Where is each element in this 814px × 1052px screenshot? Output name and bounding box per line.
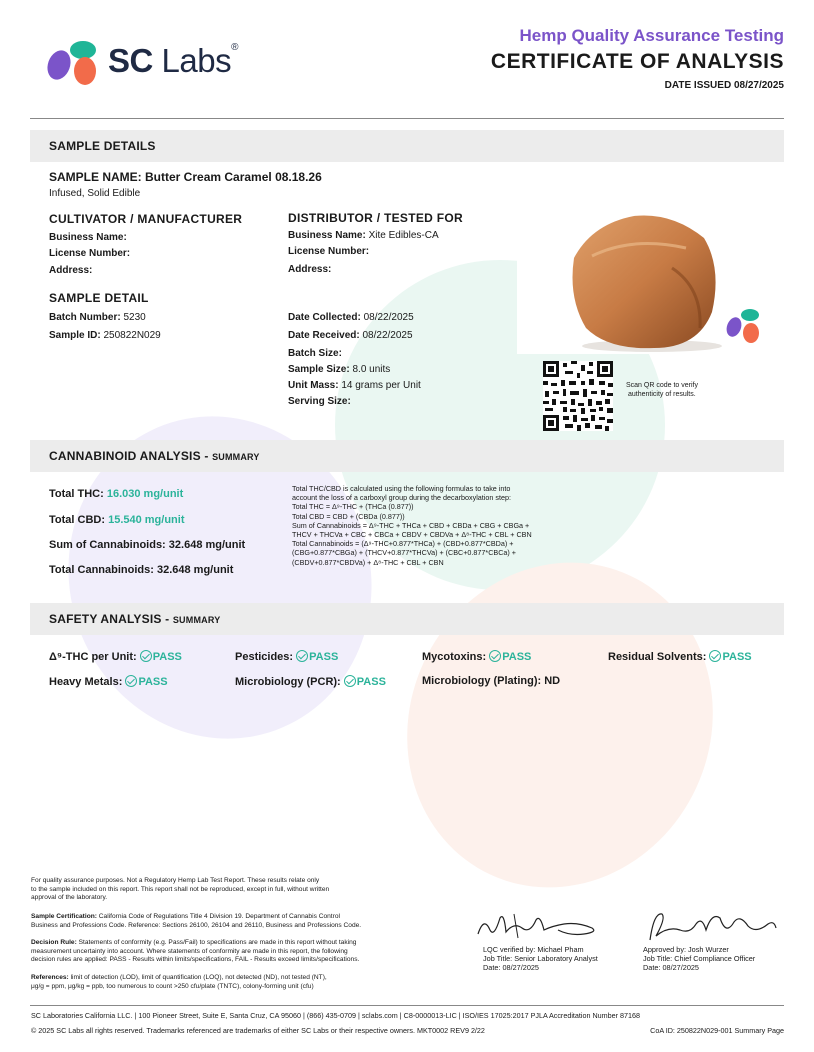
pass-badge: PASS (344, 676, 386, 688)
sc-labs-mini-logo-icon (724, 305, 764, 347)
sample-name: SAMPLE NAME: Butter Cream Caramel 08.18.26 (49, 170, 322, 184)
cultivator-heading: CULTIVATOR / MANUFACTURER (49, 212, 243, 226)
distributor-heading: DISTRIBUTOR / TESTED FOR (288, 211, 463, 225)
sum-of-cannabinoids: Sum of Cannabinoids: 32.648 mg/unit (49, 539, 246, 551)
decision-rule-note: Decision Rule: Statements of conformity (e.g. Pass/Fail) to specifications are made in this report without taking measurement uncertainty into account. Where statements of conformity are made in this report, the following decision rules are applied: PASS - Results within limits/specifications, FAIL - Results exceed limits/specifications. (31, 939, 360, 964)
footer-copyright: © 2025 SC Labs all rights reserved. Trademarks referenced are trademarks of either SC Labs or their respective owners. MKT0002 REV9 2/22 (31, 1026, 485, 1035)
safety-microbiology-pcr: Microbiology (PCR): PASS (235, 676, 386, 688)
check-circle-icon (296, 650, 308, 662)
cultivator-license-number: License Number: (49, 248, 131, 259)
pass-badge: PASS (709, 651, 751, 663)
certificate-title: CERTIFICATE OF ANALYSIS (490, 50, 784, 73)
signature-block-right: Approved by: Josh Wurzer Job Title: Chief Compliance Officer Date: 08/27/2025 (643, 945, 756, 972)
pass-badge: PASS (140, 651, 182, 663)
pass-badge: PASS (125, 676, 167, 688)
safety-d9-thc: Δ⁹-THC per Unit: PASS (49, 651, 182, 663)
cultivator-address: Address: (49, 265, 93, 276)
batch-number: Batch Number: 5230 (49, 312, 146, 323)
sample-size: Sample Size: 8.0 units (288, 364, 391, 375)
calculation-formula-note: Total THC/CBD is calculated using the following formulas to take into account the loss of a carboxyl group during the decarboxylation step: Total THC = Δ⁹-THC + (THCa (0.877)) Total CBD = CBD + (CBDa (0.877)) Sum of Cannabinoids = Δ⁹-THC + THCa + CBD + CBDa + CBG + CBGa + THCV + THCVa + CBC + CBCa + CBDV + CBDVa + Δ⁸-THC + CBL + CBN Total Cannabinoids = (Δ⁹-THC+0.877*THCa) + (CBD+0.877*CBDa) + (CBG+0.877*CBGa) + (THCV+0.877*THCVa) + (CBC+0.877*CBCa) + (CBDV+0.877*CBDVa) + Δ⁸-THC + CBL + CBN (292, 484, 532, 567)
check-circle-icon (140, 650, 152, 662)
footer-coa-id: CoA ID: 250822N029-001 Summary Page (650, 1026, 784, 1035)
total-cbd: Total CBD: 15.540 mg/unit (49, 514, 185, 526)
logo-wordmark: SC Labs® (108, 42, 238, 79)
unit-mass: Unit Mass: 14 grams per Unit (288, 380, 421, 391)
check-circle-icon (709, 650, 721, 662)
header-subtitle: Hemp Quality Assurance Testing (519, 26, 784, 45)
date-issued: DATE ISSUED 08/27/2025 (664, 80, 784, 91)
safety-microbiology-plating: Microbiology (Plating): ND (422, 675, 561, 687)
date-received: Date Received: 08/22/2025 (288, 330, 413, 341)
sample-detail-heading: SAMPLE DETAIL (49, 291, 149, 305)
signature-josh-wurzer (640, 906, 780, 946)
check-circle-icon (125, 675, 137, 687)
quality-assurance-note: For quality assurance purposes. Not a Regulatory Hemp Lab Test Report. These results relate only to the sample included on this report. This report shall not be reproduced, except in full, without written approval of the laboratory. (31, 877, 330, 902)
pass-badge: PASS (489, 651, 531, 663)
safety-mycotoxins: Mycotoxins: PASS (422, 651, 532, 663)
batch-size: Batch Size: (288, 348, 342, 359)
signature-michael-pham (474, 908, 604, 944)
sample-id: Sample ID: 250822N029 (49, 330, 161, 341)
distributor-address: Address: (288, 264, 332, 275)
sample-certification-note: Sample Certification: California Code of Regulations Title 4 Division 19. Department of Cannabis Control Business and Professions Code. Reference: Sections 26100, 26104 and 26110, Business and Professions Code. (31, 913, 362, 929)
sample-type: Infused, Solid Edible (49, 188, 141, 199)
sc-labs-logo-icon (44, 36, 104, 88)
caramel-sample-image (562, 208, 732, 354)
footer-company-info: SC Laboratories California LLC. | 100 Pioneer Street, Suite E, Santa Cruz, CA 95060 | (866) 435-0709 | sclabs.com | C8-0000013-LIC | ISO/IES 17025:2017 PJLA Accreditation Number 87168 (31, 1011, 641, 1020)
total-thc: Total THC: 16.030 mg/unit (49, 488, 184, 500)
safety-pesticides: Pesticides: PASS (235, 651, 339, 663)
references-note: References: limit of detection (LOD), limit of quantification (LOQ), not detected (ND), not tested (NT), μg/g = ppm, μg/kg = ppb, too numerous to count >250 cfu/plate (TNTC), colony-forming unit (cfu) (31, 974, 327, 990)
safety-heavy-metals: Heavy Metals: PASS (49, 676, 168, 688)
background-blob-orange (354, 512, 765, 938)
total-cannabinoids: Total Cannabinoids: 32.648 mg/unit (49, 564, 234, 576)
signature-block-left: LQC verified by: Michael Pham Job Title: Senior Laboratory Analyst Date: 08/27/2025 (483, 945, 598, 972)
date-collected: Date Collected: 08/22/2025 (288, 312, 414, 323)
distributor-license-number: License Number: (288, 246, 370, 257)
safety-residual-solvents: Residual Solvents: PASS (608, 651, 752, 663)
qr-note: Scan QR code to verify authenticity of results. (626, 382, 698, 398)
serving-size: Serving Size: (288, 396, 351, 407)
check-circle-icon (344, 675, 356, 687)
pass-badge: PASS (296, 651, 338, 663)
header-divider (30, 118, 784, 119)
footer-divider (30, 1005, 784, 1006)
safety-analysis-heading: SAFETY ANALYSIS - SUMMARY (49, 612, 221, 626)
sample-details-heading: SAMPLE DETAILS (49, 139, 156, 153)
check-circle-icon (489, 650, 501, 662)
distributor-business-name: Business Name: Xite Edibles-CA (288, 230, 439, 241)
cannabinoid-analysis-heading: CANNABINOID ANALYSIS - SUMMARY (49, 449, 260, 463)
verification-qr-code[interactable] (543, 361, 613, 431)
cultivator-business-name: Business Name: (49, 232, 127, 243)
